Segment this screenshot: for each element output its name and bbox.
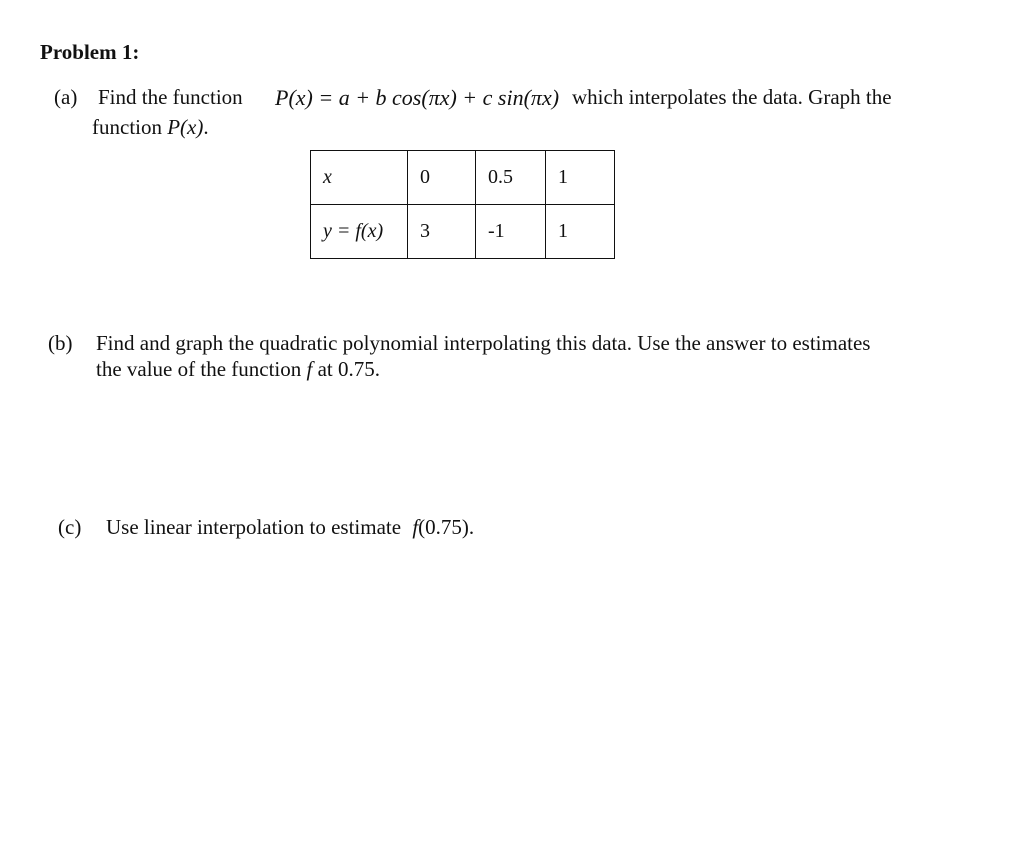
part-b-line2-suffix: at 0.75. (312, 357, 381, 381)
part-c-label: (c) (58, 515, 82, 539)
table-cell: 1 (546, 151, 615, 205)
part-b-line1: Find and graph the quadratic polynomial interpolating this data. Use the answer to estimates (96, 331, 871, 355)
part-b-line2-fn: f (306, 357, 313, 381)
problem-title: Problem 1: (40, 40, 140, 64)
part-a-line2 (92, 115, 209, 140)
part-a-intro: Find the function (98, 85, 243, 109)
part-a-rest: which interpolates the data. Graph the (572, 85, 892, 109)
data-table (310, 150, 615, 259)
part-c-text-body: Use linear interpolation to estimate (106, 515, 407, 539)
part-a-formula: P(x) = a + b cos(πx) + c sin(πx) (275, 85, 560, 110)
part-b-line2-prefix: the value of the function (96, 357, 307, 381)
table-row (311, 151, 615, 205)
table-row (311, 205, 615, 259)
table-cell: 0.5 (476, 151, 546, 205)
table-cell: 1 (546, 205, 615, 259)
part-a-line2-fn: P(x) (167, 115, 204, 139)
table-cell: 0 (408, 151, 476, 205)
part-c-text (106, 515, 474, 540)
part-a-label: (a) (54, 85, 78, 109)
part-a-line2-prefix: function (92, 115, 168, 139)
table-header-y: y = f(x) (311, 205, 408, 259)
table-cell: -1 (476, 205, 546, 259)
part-b-label: (b) (48, 331, 73, 355)
part-b-line2 (96, 357, 380, 382)
part-a-line2-suffix: . (203, 115, 209, 139)
table-header-x: x (311, 151, 408, 205)
table-cell: 3 (408, 205, 476, 259)
part-c-expr-fn: f (412, 515, 419, 539)
part-c-expr-arg: (0.75). (418, 515, 475, 539)
